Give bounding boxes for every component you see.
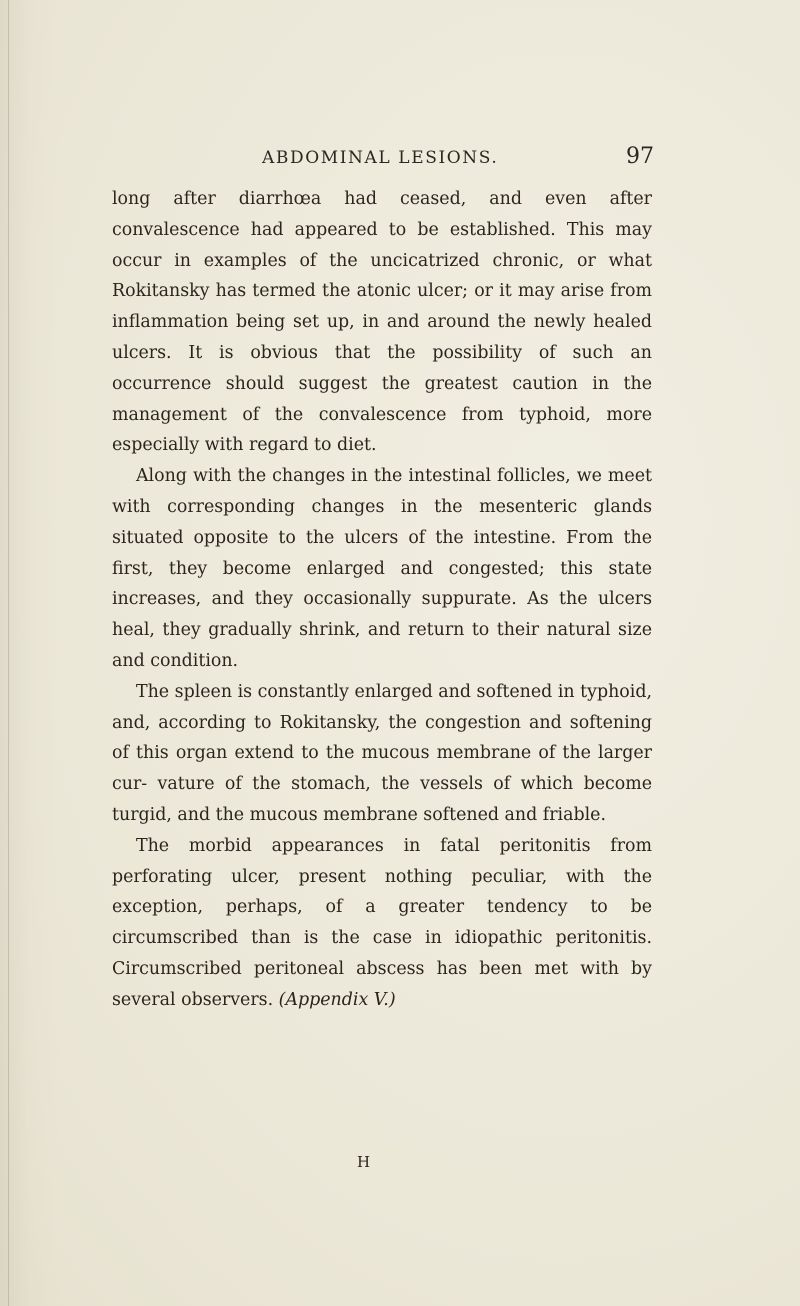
appendix-reference: (Appendix V.): [278, 989, 396, 1010]
paragraph-peritonitis: [112, 831, 652, 1016]
paragraph-peritonitis-text: The morbid appearances in fatal peritonitis from perforating ulcer, present nothing peculiar, with the exception, perhaps, of a greater tendency to be circumscribed than is the case in idiopathic peritonitis. Circumscribed peritoneal abscess has been met with by several observers.: [112, 835, 652, 1010]
page-gutter-edge: [8, 0, 9, 1306]
page-number: 97: [626, 144, 654, 169]
running-title: ABDOMINAL LESIONS.: [262, 148, 499, 168]
paragraph-continuation: long after diarrhœa had ceased, and even after convalescence had appeared to be established. This may occur in examples of the uncicatrized chronic, or what Rokitansky has termed the atonic ulcer; or it may arise from inflammation being set up, in and around the newly healed ulcers. It is obvious that the possibility of such an occurrence should suggest the greatest caution in the management of the convalescence from typhoid, more especially with regard to diet.: [112, 189, 652, 456]
signature-mark: H: [357, 1153, 371, 1171]
page-header: [262, 144, 654, 172]
body-text: [112, 184, 652, 1016]
paragraph-spleen: The spleen is constantly enlarged and softened in typhoid, and, according to Rokitansky, the congestion and softening of this organ extend to the mucous membrane of the larger cur- vature of the stomach, the vessels of which become turgid, and the mucous membrane softened and friable.: [112, 681, 652, 825]
paragraph-mesenteric-glands: Along with the changes in the intestinal follicles, we meet with corresponding changes in the mesenteric glands situated opposite to the ulcers of the intestine. From the first, they become enlarged and congested; this state increases, and they occasionally suppurate. As the ulcers heal, they gradually shrink, and return to their natural size and condition.: [112, 466, 652, 671]
